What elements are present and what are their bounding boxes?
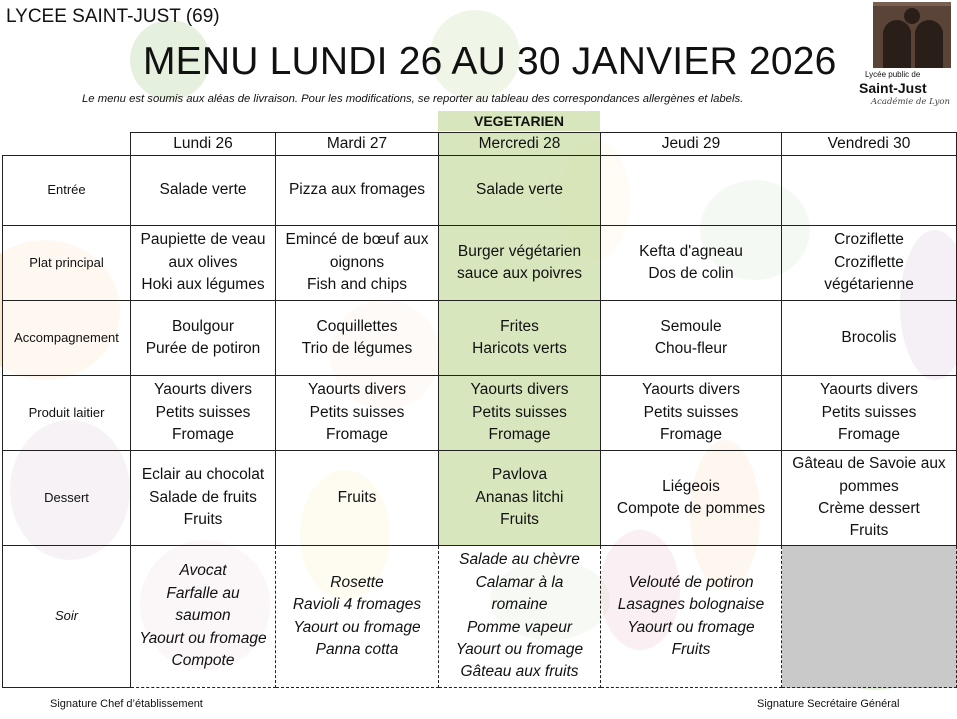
menu-row xyxy=(3,546,957,688)
dish-line: Semoule xyxy=(660,317,722,335)
dish-line: Liégeois xyxy=(662,477,720,495)
dish-line: Brocolis xyxy=(841,328,897,346)
dish-line: Emincé de bœuf aux xyxy=(285,231,429,249)
dish-line: Frites xyxy=(500,317,539,335)
menu-cell xyxy=(131,451,276,546)
dish-line: Gâteau de Savoie aux xyxy=(792,455,946,473)
dish-line: Compote xyxy=(171,652,235,670)
menu-cell xyxy=(782,156,957,226)
dish-line: Fromage xyxy=(325,426,389,444)
school-logo xyxy=(855,0,957,112)
dish-line: Petits suisses xyxy=(821,403,917,421)
menu-cell xyxy=(601,301,782,376)
dish-line: Salade de fruits xyxy=(149,488,257,506)
day-header: Lundi 26 xyxy=(131,133,276,156)
menu-cell xyxy=(601,376,782,451)
menu-cell xyxy=(601,156,782,226)
dish-line: Rosette xyxy=(330,573,384,591)
dish-line: Fromage xyxy=(837,426,901,444)
dish-line: Dos de colin xyxy=(648,265,734,282)
page-title: MENU LUNDI 26 AU 30 JANVIER 2026 xyxy=(143,40,837,83)
menu-cell xyxy=(782,376,957,451)
dish-line: sauce aux poivres xyxy=(457,265,582,282)
menu-cell xyxy=(276,156,439,226)
dish-line: Croziflette xyxy=(834,231,904,249)
dish-line: Yaourt ou fromage xyxy=(293,618,421,636)
day-header: Jeudi 29 xyxy=(601,133,782,156)
menu-cell xyxy=(439,301,601,376)
day-header: Mercredi 28 xyxy=(439,133,601,156)
dish-line: Yaourt ou fromage xyxy=(139,629,267,647)
dish-line: Pizza aux fromages xyxy=(288,181,426,199)
dish-line: Petits suisses xyxy=(309,403,405,421)
menu-cell xyxy=(782,226,957,301)
dish-line: Salade verte xyxy=(159,181,247,199)
dish-line: Trio de légumes xyxy=(301,340,413,357)
menu-cell xyxy=(276,376,439,451)
dish-line: Farfalle au xyxy=(166,584,240,602)
dish-line: aux olives xyxy=(168,253,238,271)
dish-line: Yaourts divers xyxy=(154,381,252,399)
row-label: Produit laitier xyxy=(3,376,131,451)
row-label: Entrée xyxy=(3,156,131,226)
dish-line: Compote de pommes xyxy=(616,500,766,517)
dish-line: romaine xyxy=(491,596,548,614)
menu-cell xyxy=(782,546,957,688)
dish-line: Boulgour xyxy=(171,317,235,335)
menu-cell xyxy=(601,546,782,688)
dish-line: Pavlova xyxy=(491,466,548,484)
dish-line: Yaourt ou fromage xyxy=(627,618,755,636)
menu-cell xyxy=(276,451,439,546)
menu-cell xyxy=(601,226,782,301)
menu-cell xyxy=(782,451,957,546)
menu-disclaimer: Le menu est soumis aux aléas de livraison. Pour les modifications, se reporter au tableau des correspondances allergènes et labels. xyxy=(82,93,744,105)
dish-line: Salade au chèvre xyxy=(459,551,580,569)
dish-line: Fromage xyxy=(659,426,723,444)
dish-line: saumon xyxy=(175,607,231,625)
dish-line: Salade verte xyxy=(475,181,564,199)
dish-line: Calamar à la xyxy=(475,573,564,591)
menu-cell xyxy=(782,301,957,376)
dish-line: Crème dessert xyxy=(818,500,920,517)
dish-line: Purée de potiron xyxy=(145,340,261,357)
dish-line: Fruits xyxy=(183,511,223,529)
dish-line: Fruits xyxy=(849,522,889,540)
menu-cell xyxy=(439,451,601,546)
dish-line: Pomme vapeur xyxy=(466,618,573,636)
day-header: Mardi 27 xyxy=(276,133,439,156)
menu-row xyxy=(3,301,957,376)
menu-cell xyxy=(439,226,601,301)
dish-line: Yaourt ou fromage xyxy=(455,640,584,658)
table-corner xyxy=(3,133,131,156)
dish-line: Petits suisses xyxy=(472,403,567,421)
menu-row xyxy=(3,156,957,226)
dish-line: Hoki aux légumes xyxy=(141,276,265,294)
logo-text-line3: Académie de Lyon xyxy=(871,97,951,107)
dish-line: Fromage xyxy=(488,426,551,444)
row-label: Plat principal xyxy=(3,226,131,301)
dish-line: Velouté de potiron xyxy=(628,573,754,591)
day-header-row xyxy=(3,133,957,156)
dish-line: Fish and chips xyxy=(307,276,407,294)
dish-line: Eclair au chocolat xyxy=(141,466,265,484)
dish-line: Chou-fleur xyxy=(654,340,728,357)
menu-row xyxy=(3,451,957,546)
dish-line: Fruits xyxy=(500,511,539,529)
dish-line: végétarienne xyxy=(824,276,914,294)
dish-line: Kefta d'agneau xyxy=(639,242,743,260)
logo-text-line1: Lycée public de xyxy=(865,70,921,79)
menu-cell xyxy=(276,546,439,688)
dish-line: Haricots verts xyxy=(472,340,567,357)
dish-line: Fromage xyxy=(171,426,235,444)
dish-line: Yaourts divers xyxy=(470,381,569,399)
dish-line: Panna cotta xyxy=(315,640,399,658)
menu-cell xyxy=(601,451,782,546)
dish-line: Paupiette de veau xyxy=(140,231,266,249)
row-label: Dessert xyxy=(3,451,131,546)
menu-cell xyxy=(131,156,276,226)
logo-text-line2: Saint-Just xyxy=(859,80,927,96)
dish-line: Fruits xyxy=(671,640,711,658)
dish-line: Fruits xyxy=(337,488,377,506)
menu-table xyxy=(2,132,957,688)
dish-line: Yaourts divers xyxy=(642,381,740,399)
dish-line: Yaourts divers xyxy=(308,381,406,399)
day-header: Vendredi 30 xyxy=(782,133,957,156)
dish-line: Yaourts divers xyxy=(820,381,918,399)
building-arch-icon xyxy=(855,0,957,70)
dish-line: Avocat xyxy=(179,562,227,580)
menu-cell xyxy=(439,156,601,226)
dish-line: oignons xyxy=(329,253,385,271)
signature-principal: Signature Chef d’établissement xyxy=(50,698,203,710)
row-label: Accompagnement xyxy=(3,301,131,376)
row-label: Soir xyxy=(3,546,131,688)
dish-line: Coquillettes xyxy=(316,317,398,335)
dish-line: pommes xyxy=(839,477,899,495)
menu-cell xyxy=(131,226,276,301)
menu-cell xyxy=(131,546,276,688)
dish-line: Petits suisses xyxy=(155,403,251,421)
dish-line: Ravioli 4 fromages xyxy=(292,596,422,614)
school-name: LYCEE SAINT-JUST (69) xyxy=(6,6,220,27)
dish-line: Ananas litchi xyxy=(475,488,564,506)
menu-cell xyxy=(276,226,439,301)
vegetarian-day-label: VEGETARIEN xyxy=(438,111,600,131)
dish-line: Croziflette xyxy=(834,253,904,271)
menu-cell xyxy=(131,376,276,451)
dish-line: Lasagnes bolognaise xyxy=(617,596,765,614)
menu-cell xyxy=(439,376,601,451)
dish-line: Burger végétarien xyxy=(457,242,582,260)
menu-row xyxy=(3,226,957,301)
menu-row xyxy=(3,376,957,451)
menu-cell xyxy=(276,301,439,376)
signature-secretary: Signature Secrétaire Général xyxy=(757,698,900,710)
dish-line: Gâteau aux fruits xyxy=(460,663,579,681)
menu-cell xyxy=(439,546,601,688)
dish-line: Petits suisses xyxy=(643,403,739,421)
menu-cell xyxy=(131,301,276,376)
